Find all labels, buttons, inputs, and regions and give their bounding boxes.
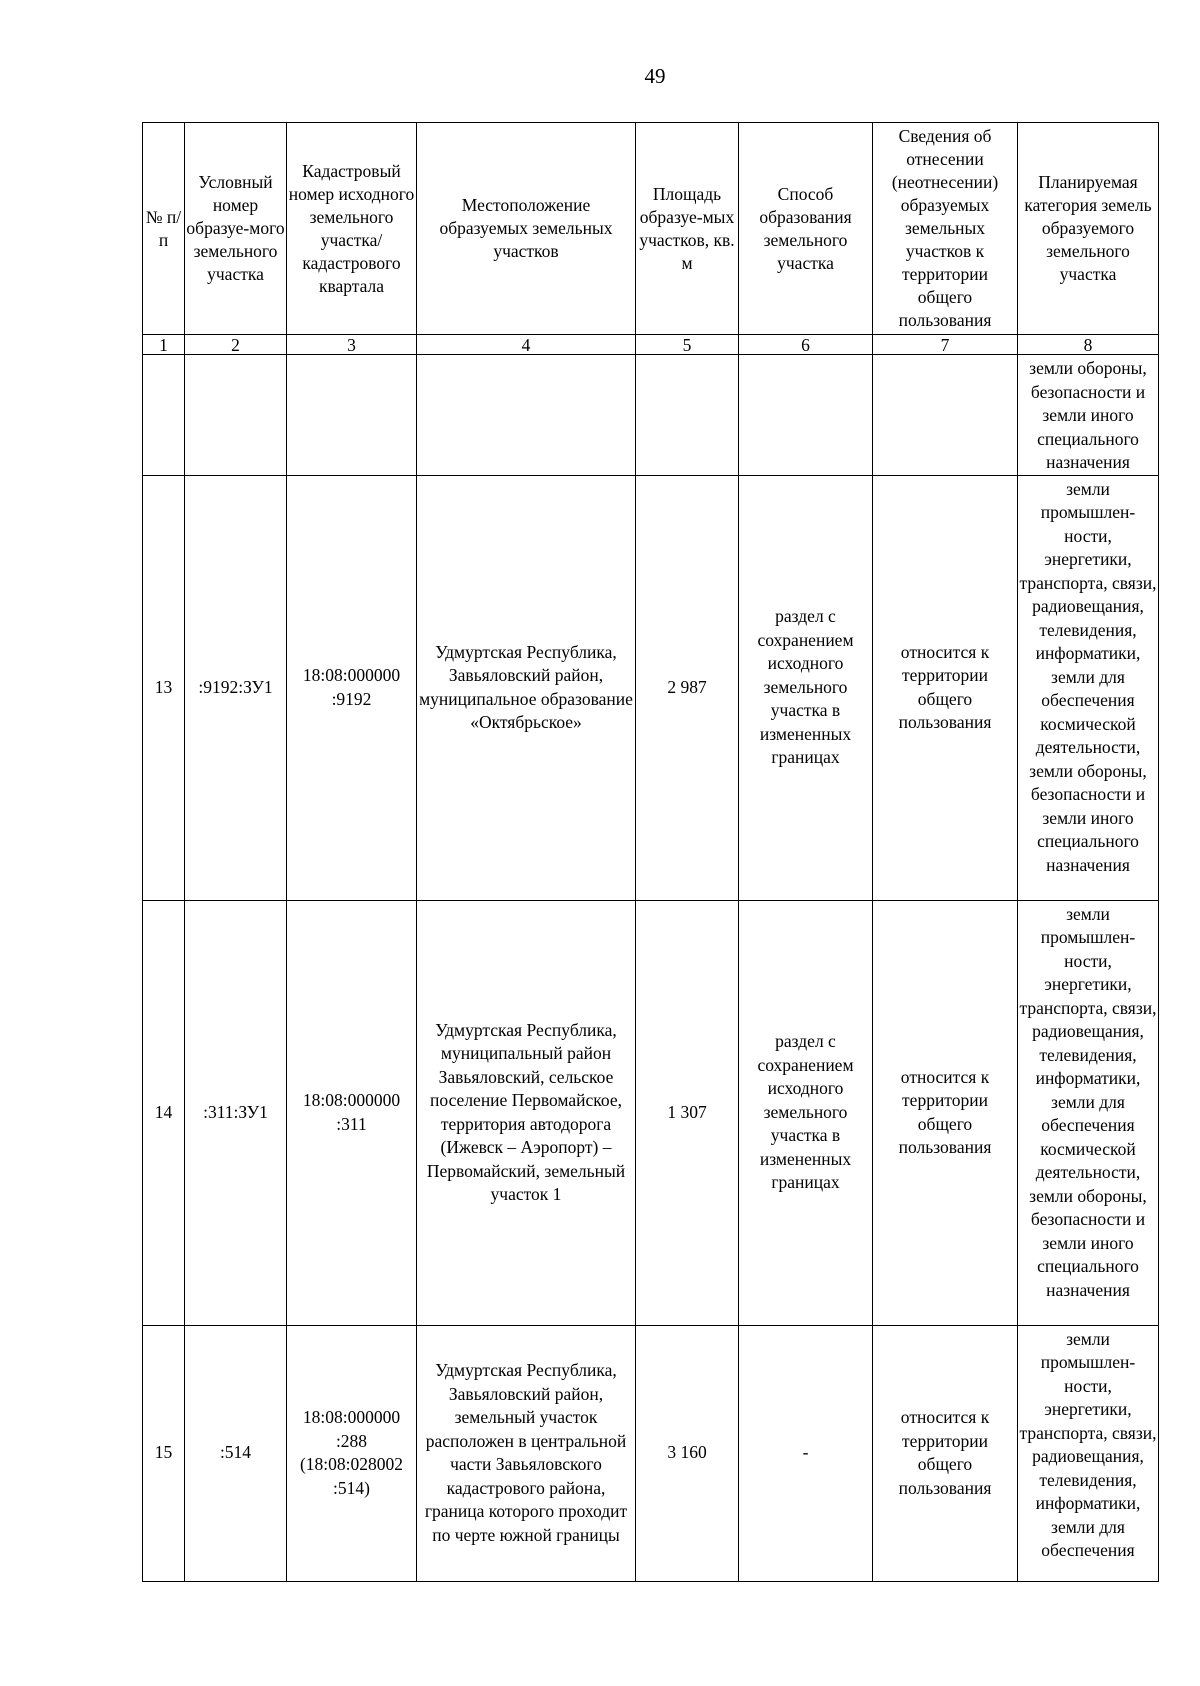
table-cell-empty: [417, 355, 636, 476]
table-cell-empty: [185, 355, 287, 476]
table-cell-empty: [636, 355, 739, 476]
column-number: 8: [1018, 335, 1159, 355]
column-number: 2: [185, 335, 287, 355]
table-row: [143, 900, 1159, 1325]
land-category-cell: земли промышлен-ности, энергетики, транспорта, связи, радиовещания, телевидения, информатики, земли для обеспечения космической деятельности, земли обороны, безопасности и земли иного специального назначения: [1018, 475, 1159, 900]
column-number: 5: [636, 335, 739, 355]
method-cell: раздел с сохранением исходного земельного участка в измененных границах: [739, 475, 873, 900]
header-public-territory: Сведения об отнесении (неотнесении) образуемых земельных участков к территории общего пользования: [873, 123, 1018, 335]
header-land-category: Планируемая категория земель образуемого земельного участка: [1018, 123, 1159, 335]
header-cadastral-number: Кадастровый номер исходного земельного участка/ кадастрового квартала: [287, 123, 417, 335]
table-row: [143, 475, 1159, 900]
header-row: [143, 123, 1159, 335]
column-number: 3: [287, 335, 417, 355]
land-category-cell: земли промышлен-ности, энергетики, транспорта, связи, радиовещания, телевидения, информатики, земли для обеспечения космической деятельности, земли обороны, безопасности и земли иного специального назначения: [1018, 900, 1159, 1325]
method-cell: раздел с сохранением исходного земельного участка в измененных границах: [739, 900, 873, 1325]
header-num: № п/п: [143, 123, 185, 335]
location-cell: Удмуртская Республика, Завьяловский район, муниципальное образование «Октябрьское»: [417, 475, 636, 900]
header-location: Местоположение образуемых земельных участков: [417, 123, 636, 335]
page-number: 49: [644, 64, 666, 88]
column-number-row: [143, 335, 1159, 355]
land-plots-table: [142, 122, 1159, 1582]
public-territory-cell: относится к территории общего пользования: [873, 900, 1018, 1325]
area-cell: 1 307: [636, 900, 739, 1325]
conditional-number-cell: :9192:ЗУ1: [185, 475, 287, 900]
land-category-cell: земли промышлен-ности, энергетики, транспорта, связи, радиовещания, телевидения, информатики, земли для обеспечения: [1018, 1325, 1159, 1581]
cadastral-number-cell: 18:08:000000 :9192: [287, 475, 417, 900]
column-number: 4: [417, 335, 636, 355]
header-conditional-number: Условный номер образуе-мого земельного участка: [185, 123, 287, 335]
row-number: 13: [143, 475, 185, 900]
table-cell-empty: [287, 355, 417, 476]
table-cell-empty: [739, 355, 873, 476]
land-category-cell: земли обороны, безопасности и земли иного специального назначения: [1018, 355, 1159, 476]
column-number: 6: [739, 335, 873, 355]
location-cell: Удмуртская Республика, муниципальный район Завьяловский, сельское поселение Первомайское, территория автодорога (Ижевск – Аэропорт) – Первомайский, земельный участок 1: [417, 900, 636, 1325]
column-number: 7: [873, 335, 1018, 355]
conditional-number-cell: :514: [185, 1325, 287, 1581]
area-cell: 3 160: [636, 1325, 739, 1581]
area-cell: 2 987: [636, 475, 739, 900]
table-cell-empty: [873, 355, 1018, 476]
cadastral-number-cell: 18:08:000000 :311: [287, 900, 417, 1325]
continuation-row: [143, 355, 1159, 476]
row-number: 14: [143, 900, 185, 1325]
column-number: 1: [143, 335, 185, 355]
method-cell: -: [739, 1325, 873, 1581]
table-row: [143, 1325, 1159, 1581]
table-cell-empty: [143, 355, 185, 476]
row-number: 15: [143, 1325, 185, 1581]
conditional-number-cell: :311:ЗУ1: [185, 900, 287, 1325]
public-territory-cell: относится к территории общего пользования: [873, 475, 1018, 900]
cadastral-number-cell: 18:08:000000 :288 (18:08:028002 :514): [287, 1325, 417, 1581]
header-area: Площадь образуе-мых участков, кв. м: [636, 123, 739, 335]
header-method: Способ образования земельного участка: [739, 123, 873, 335]
location-cell: Удмуртская Республика, Завьяловский район, земельный участок расположен в центральной части Завьяловского кадастрового района, граница которого проходит по черте южной границы: [417, 1325, 636, 1581]
public-territory-cell: относится к территории общего пользования: [873, 1325, 1018, 1581]
